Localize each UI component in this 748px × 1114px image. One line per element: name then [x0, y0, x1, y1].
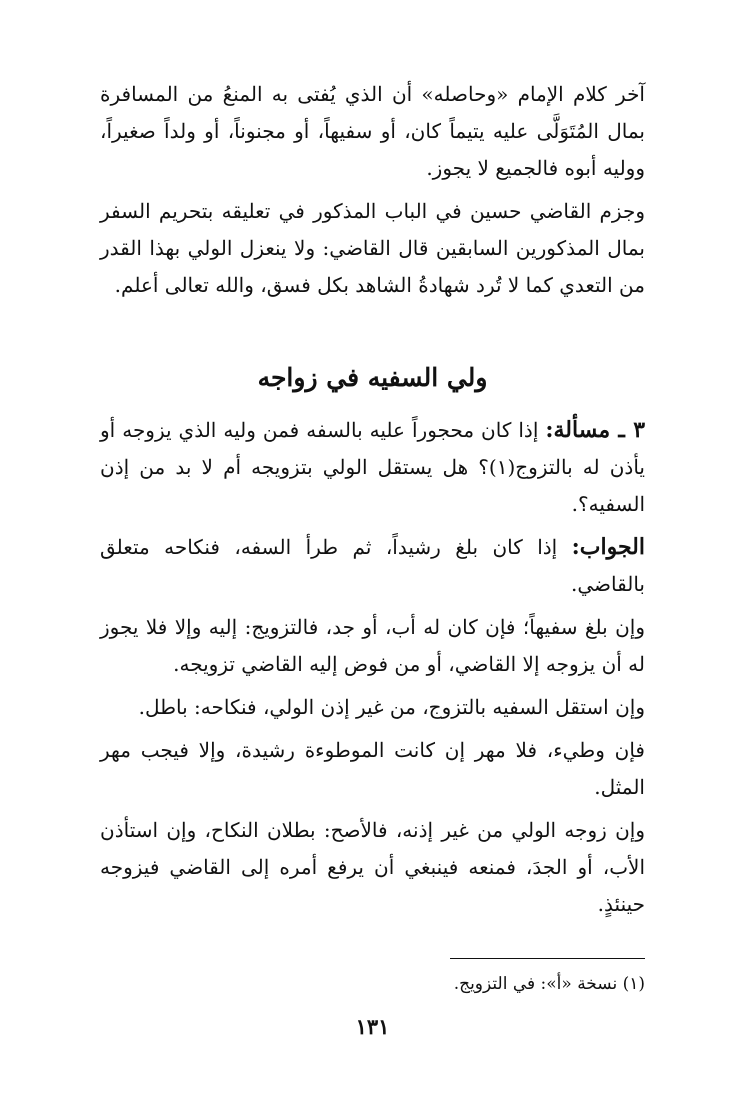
- body-paragraph-1: آخر كلام الإمام «وحاصله» أن الذي يُفتى به المنعُ من المسافرة بمال المُتَوَلَّى عليه يتيماً كان، أو سفيهاً، أو مجنوناً، أو ولداً صغيراً، ووليه أبوه فالجميع لا يجوز.: [100, 82, 645, 180]
- body-paragraph-5: فإن وطيء، فلا مهر إن كانت الموطوءة رشيدة، وإلا فيجب مهر المثل.: [100, 738, 645, 799]
- footnote: (١) نسخة «أ»: في التزويج.: [453, 974, 645, 994]
- answer-paragraph: [100, 529, 645, 603]
- body-paragraph-4: وإن استقل السفيه بالتزوج، من غير إذن الولي، فنكاحه: باطل.: [138, 695, 645, 719]
- book-page: [100, 76, 645, 1076]
- section-heading: ولي السفيه في زواجه: [257, 363, 488, 392]
- footnote-divider: [450, 958, 645, 959]
- question-paragraph: [100, 412, 645, 523]
- question-text: إذا كان محجوراً عليه بالسفه فمن وليه الذي يزوجه أو يأذن له بالتزوج(١)؟ هل يستقل الولي بتزويجه أم لا بد من إذن السفيه؟.: [100, 418, 645, 516]
- question-label: ٣ ـ مسألة:: [545, 417, 646, 443]
- page-number: ١٣١: [355, 1014, 390, 1039]
- body-paragraph-2: وجزم القاضي حسين في الباب المذكور في تعليقه بتحريم السفر بمال المذكورين السابقين قال القاضي: ولا ينعزل الولي بهذا القدر من التعدي كما لا تُرد شهادةُ الشاهد بكل فسق، والله تعالى أعلم.: [100, 199, 645, 297]
- body-paragraph-6: وإن زوجه الولي من غير إذنه، فالأصح: بطلان النكاح، وإن استأذن الأب، أو الجدَ، فمنعه فينبغي أن يرفع أمره إلى القاضي فيزوجه حينئذٍ.: [100, 818, 645, 916]
- answer-label: الجواب:: [571, 534, 645, 560]
- answer-text: إذا كان بلغ رشيداً، ثم طرأ السفه، فنكاحه متعلق بالقاضي.: [100, 535, 645, 596]
- body-paragraph-3: وإن بلغ سفيهاً؛ فإن كان له أب، أو جد، فالتزويج: إليه وإلا فلا يجوز له أن يزوجه إلا القاضي، أو من فوض إليه القاضي تزويجه.: [100, 615, 645, 676]
